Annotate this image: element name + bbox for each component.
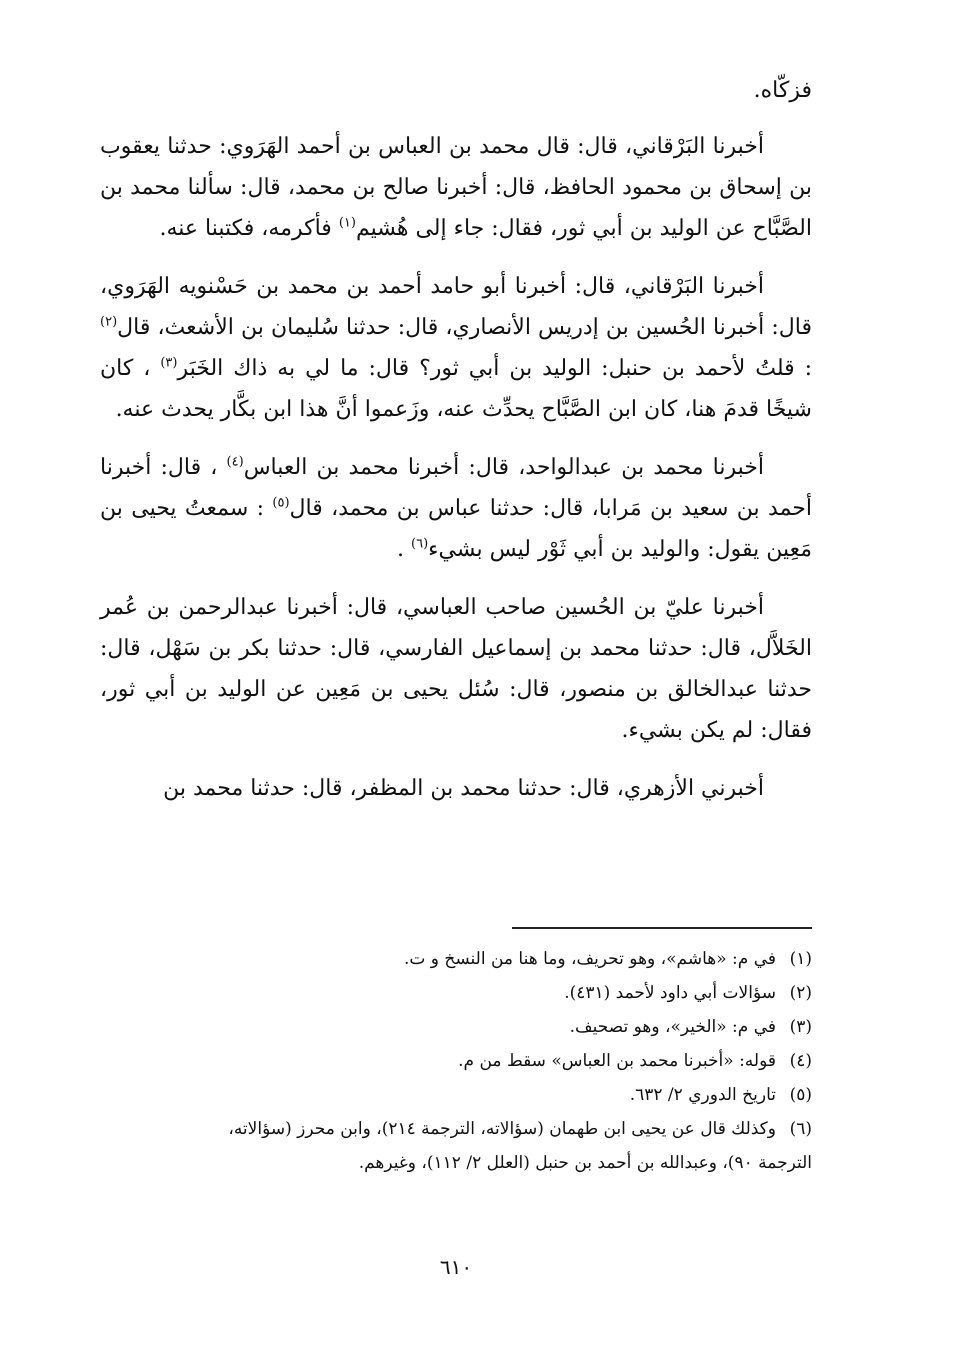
footnote-6 — [100, 1112, 812, 1146]
paragraph-3-tail: . — [397, 537, 405, 562]
footnote-3 — [100, 1010, 812, 1044]
footnote-number: (٣) — [789, 1017, 812, 1037]
footnote-separator — [512, 927, 812, 929]
paragraph-1-text: أخبرنا البَرْقاني، قال: قال محمد بن العباس بن أحمد الهَرَوي: حدثنا يعقوب بن إسحاق بن محمود الحافظ، قال: أخبرنا صالح بن محمد، قال: سألنا محمد بن الصَّبَّاح عن الوليد بن أبي ثور، فقال: جاء إلى هُشيم — [100, 134, 812, 241]
paragraph-3-mid: ، قال: أخبرنا أحمد بن سعيد بن مَرابا، قال: حدثنا عباس بن محمد، قال — [100, 455, 812, 521]
footnote-4 — [100, 1044, 812, 1078]
footnote-number: (٦) — [789, 1119, 812, 1139]
footnote-6-continued — [100, 1146, 812, 1180]
paragraph-1 — [100, 126, 812, 249]
footnote-text: وكذلك قال عن يحيى ابن طهمان (سؤالاته، الترجمة ٢١٤)، وابن محرز (سؤالاته، — [228, 1119, 776, 1139]
document-page — [100, 70, 812, 1290]
footnote-text: سؤالات أبي داود لأحمد (٤٣١). — [564, 983, 776, 1003]
footnote-text: الترجمة ٩٠)، وعبدالله بن أحمد بن حنبل (العلل ٢/ ١١٢)، وغيرهم. — [358, 1153, 812, 1173]
paragraph-3 — [100, 447, 812, 570]
footnote-text: في م: «هاشم»، وهو تحريف، وما هنا من النسخ و ت. — [403, 949, 776, 969]
footnotes — [100, 942, 812, 1180]
opening-line: فزكّاه. — [753, 78, 812, 103]
paragraph-2-tail: ، كان شيخًا قدمَ هنا، كان ابن الصَّبَّاح يحدِّث عنه، وزَعموا أنَّ هذا ابن بكَّار يحدث عنه. — [100, 356, 812, 422]
paragraph-1-tail: فأكرمه، فكتبنا عنه. — [159, 216, 332, 241]
page-number: ٦١٠ — [439, 1255, 473, 1279]
footnote-number: (١) — [789, 949, 812, 969]
footnote-number: (٤) — [789, 1051, 812, 1071]
footnote-5 — [100, 1078, 812, 1112]
footnote-marker-5: (٥) — [272, 495, 290, 511]
paragraph-3-mid2: : سمعتُ يحيى بن مَعِين يقول: والوليد بن أبي ثَوْر ليس بشيء — [100, 496, 812, 562]
footnote-marker-6: (٦) — [411, 536, 429, 552]
paragraph-2-text: أخبرنا البَرْقاني، قال: أخبرنا أبو حامد أحمد بن محمد بن حَسْنويه الهَرَوي، قال: أخبرنا الحُسين بن إدريس الأنصاري، قال: حدثنا سُليمان بن الأشعث، قال — [100, 274, 812, 340]
footnote-marker-4: (٤) — [226, 454, 244, 470]
paragraph-5: أخبرني الأزهري، قال: حدثنا محمد بن المظفر، قال: حدثنا محمد بن — [163, 776, 764, 801]
footnote-marker-3: (٣) — [160, 355, 178, 371]
footnote-marker-1: (١) — [338, 215, 356, 231]
footnote-text: قوله: «أخبرنا محمد بن العباس» سقط من م. — [458, 1051, 776, 1071]
footnote-1 — [100, 942, 812, 976]
footnote-text: تاريخ الدوري ٢/ ٦٣٢. — [629, 1085, 776, 1105]
footnote-number: (٥) — [789, 1085, 812, 1105]
paragraph-2-mid: : قلتُ لأحمد بن حنبل: الوليد بن أبي ثور؟ قال: ما لي به ذاك الخَبَر — [177, 356, 812, 381]
paragraph-3-text: أخبرنا محمد بن عبدالواحد، قال: أخبرنا محمد بن العباس — [243, 455, 764, 480]
paragraph-4: أخبرنا عليّ بن الحُسين صاحب العباسي، قال: أخبرنا عبدالرحمن بن عُمر الخَلاَّل، قال: حدثنا محمد بن إسماعيل الفارسي، قال: حدثنا بكر بن سَهْل، قال: حدثنا عبدالخالق بن منصور، قال: سُئل يحيى بن مَعِين عن الوليد بن أبي ثور، فقال: لم يكن بشيء. — [100, 595, 812, 743]
footnote-2 — [100, 976, 812, 1010]
footnote-marker-2: (٢) — [100, 314, 118, 330]
paragraph-2 — [100, 266, 812, 430]
footnote-number: (٢) — [789, 983, 812, 1003]
footnote-text: في م: «الخير»، وهو تصحيف. — [569, 1017, 776, 1037]
